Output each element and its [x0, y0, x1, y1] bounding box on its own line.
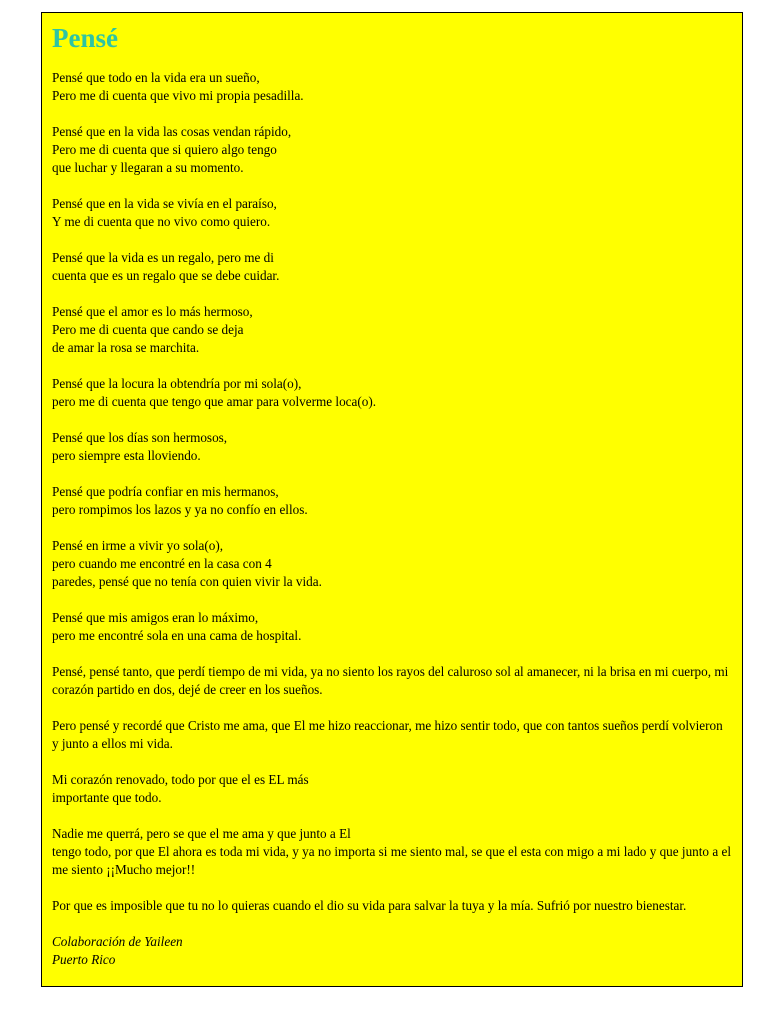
stanza-line: pero siempre esta lloviendo. [52, 448, 201, 463]
stanza [52, 825, 732, 879]
stanza-line: Pensé que en la vida se vivía en el paraíso, [52, 196, 277, 211]
stanza-line: tengo todo, por que El ahora es toda mi vida, y ya no importa si me siento mal, se que el esta con migo a mi lado y que junto a el me siento ¡¡Mucho mejor!! [52, 844, 731, 877]
stanza-line: pero cuando me encontré en la casa con 4 [52, 556, 272, 571]
stanza-line: Pero me di cuenta que vivo mi propia pesadilla. [52, 88, 304, 103]
stanza-line: Pensé que mis amigos eran lo máximo, [52, 610, 259, 625]
stanza [52, 717, 732, 753]
stanza-line: Pero pensé y recordé que Cristo me ama, que El me hizo reaccionar, me hizo sentir todo, que con tantos sueños perdí volvieron y junto a ellos mi vida. [52, 718, 723, 751]
poem-credit [52, 933, 732, 969]
stanza [52, 897, 732, 915]
stanza-line: Pero me di cuenta que cando se deja [52, 322, 244, 337]
stanza-line: paredes, pensé que no tenía con quien vivir la vida. [52, 574, 322, 589]
stanza [52, 429, 732, 465]
stanza [52, 303, 732, 357]
stanza [52, 483, 732, 519]
stanza-line: Por que es imposible que tu no lo quieras cuando el dio su vida para salvar la tuya y la mía. Sufrió por nuestro bienestar. [52, 898, 687, 913]
stanza-line: de amar la rosa se marchita. [52, 340, 200, 355]
poem-body [52, 69, 732, 915]
stanza-line: Pero me di cuenta que si quiero algo tengo [52, 142, 277, 157]
stanza-line: pero me encontré sola en una cama de hospital. [52, 628, 302, 643]
stanza-line: Y me di cuenta que no vivo como quiero. [52, 214, 271, 229]
stanza-line: Pensé que podría confiar en mis hermanos, [52, 484, 279, 499]
stanza-line: pero rompimos los lazos y ya no confío en ellos. [52, 502, 308, 517]
stanza-line: Pensé que todo en la vida era un sueño, [52, 70, 260, 85]
stanza [52, 609, 732, 645]
stanza-line: Pensé que en la vida las cosas vendan rápido, [52, 124, 292, 139]
credit-location: Puerto Rico [52, 952, 116, 967]
poem-page [41, 12, 743, 987]
stanza [52, 663, 732, 699]
stanza [52, 123, 732, 177]
poem-title: Pensé [52, 23, 118, 53]
stanza [52, 771, 732, 807]
stanza [52, 249, 732, 285]
stanza-line: importante que todo. [52, 790, 162, 805]
stanza-line: Pensé que la vida es un regalo, pero me di [52, 250, 274, 265]
stanza-line: Pensé que el amor es lo más hermoso, [52, 304, 253, 319]
stanza-line: Pensé, pensé tanto, que perdí tiempo de mi vida, ya no siento los rayos del caluroso sol al amanecer, ni la brisa en mi cuerpo, mi corazón partido en dos, dejé de creer en los sueños. [52, 664, 729, 697]
stanza-line: Mi corazón renovado, todo por que el es EL más [52, 772, 309, 787]
stanza-line: Pensé que la locura la obtendría por mi sola(o), [52, 376, 302, 391]
stanza-line: Nadie me querrá, pero se que el me ama y que junto a El [52, 826, 351, 841]
stanza-line: Pensé en irme a vivir yo sola(o), [52, 538, 224, 553]
credit-author: Colaboración de Yaileen [52, 934, 183, 949]
stanza [52, 195, 732, 231]
stanza-line: pero me di cuenta que tengo que amar para volverme loca(o). [52, 394, 377, 409]
stanza [52, 375, 732, 411]
stanza-line: que luchar y llegaran a su momento. [52, 160, 244, 175]
stanza-line: Pensé que los días son hermosos, [52, 430, 228, 445]
stanza [52, 69, 732, 105]
stanza [52, 537, 732, 591]
stanza-line: cuenta que es un regalo que se debe cuidar. [52, 268, 280, 283]
